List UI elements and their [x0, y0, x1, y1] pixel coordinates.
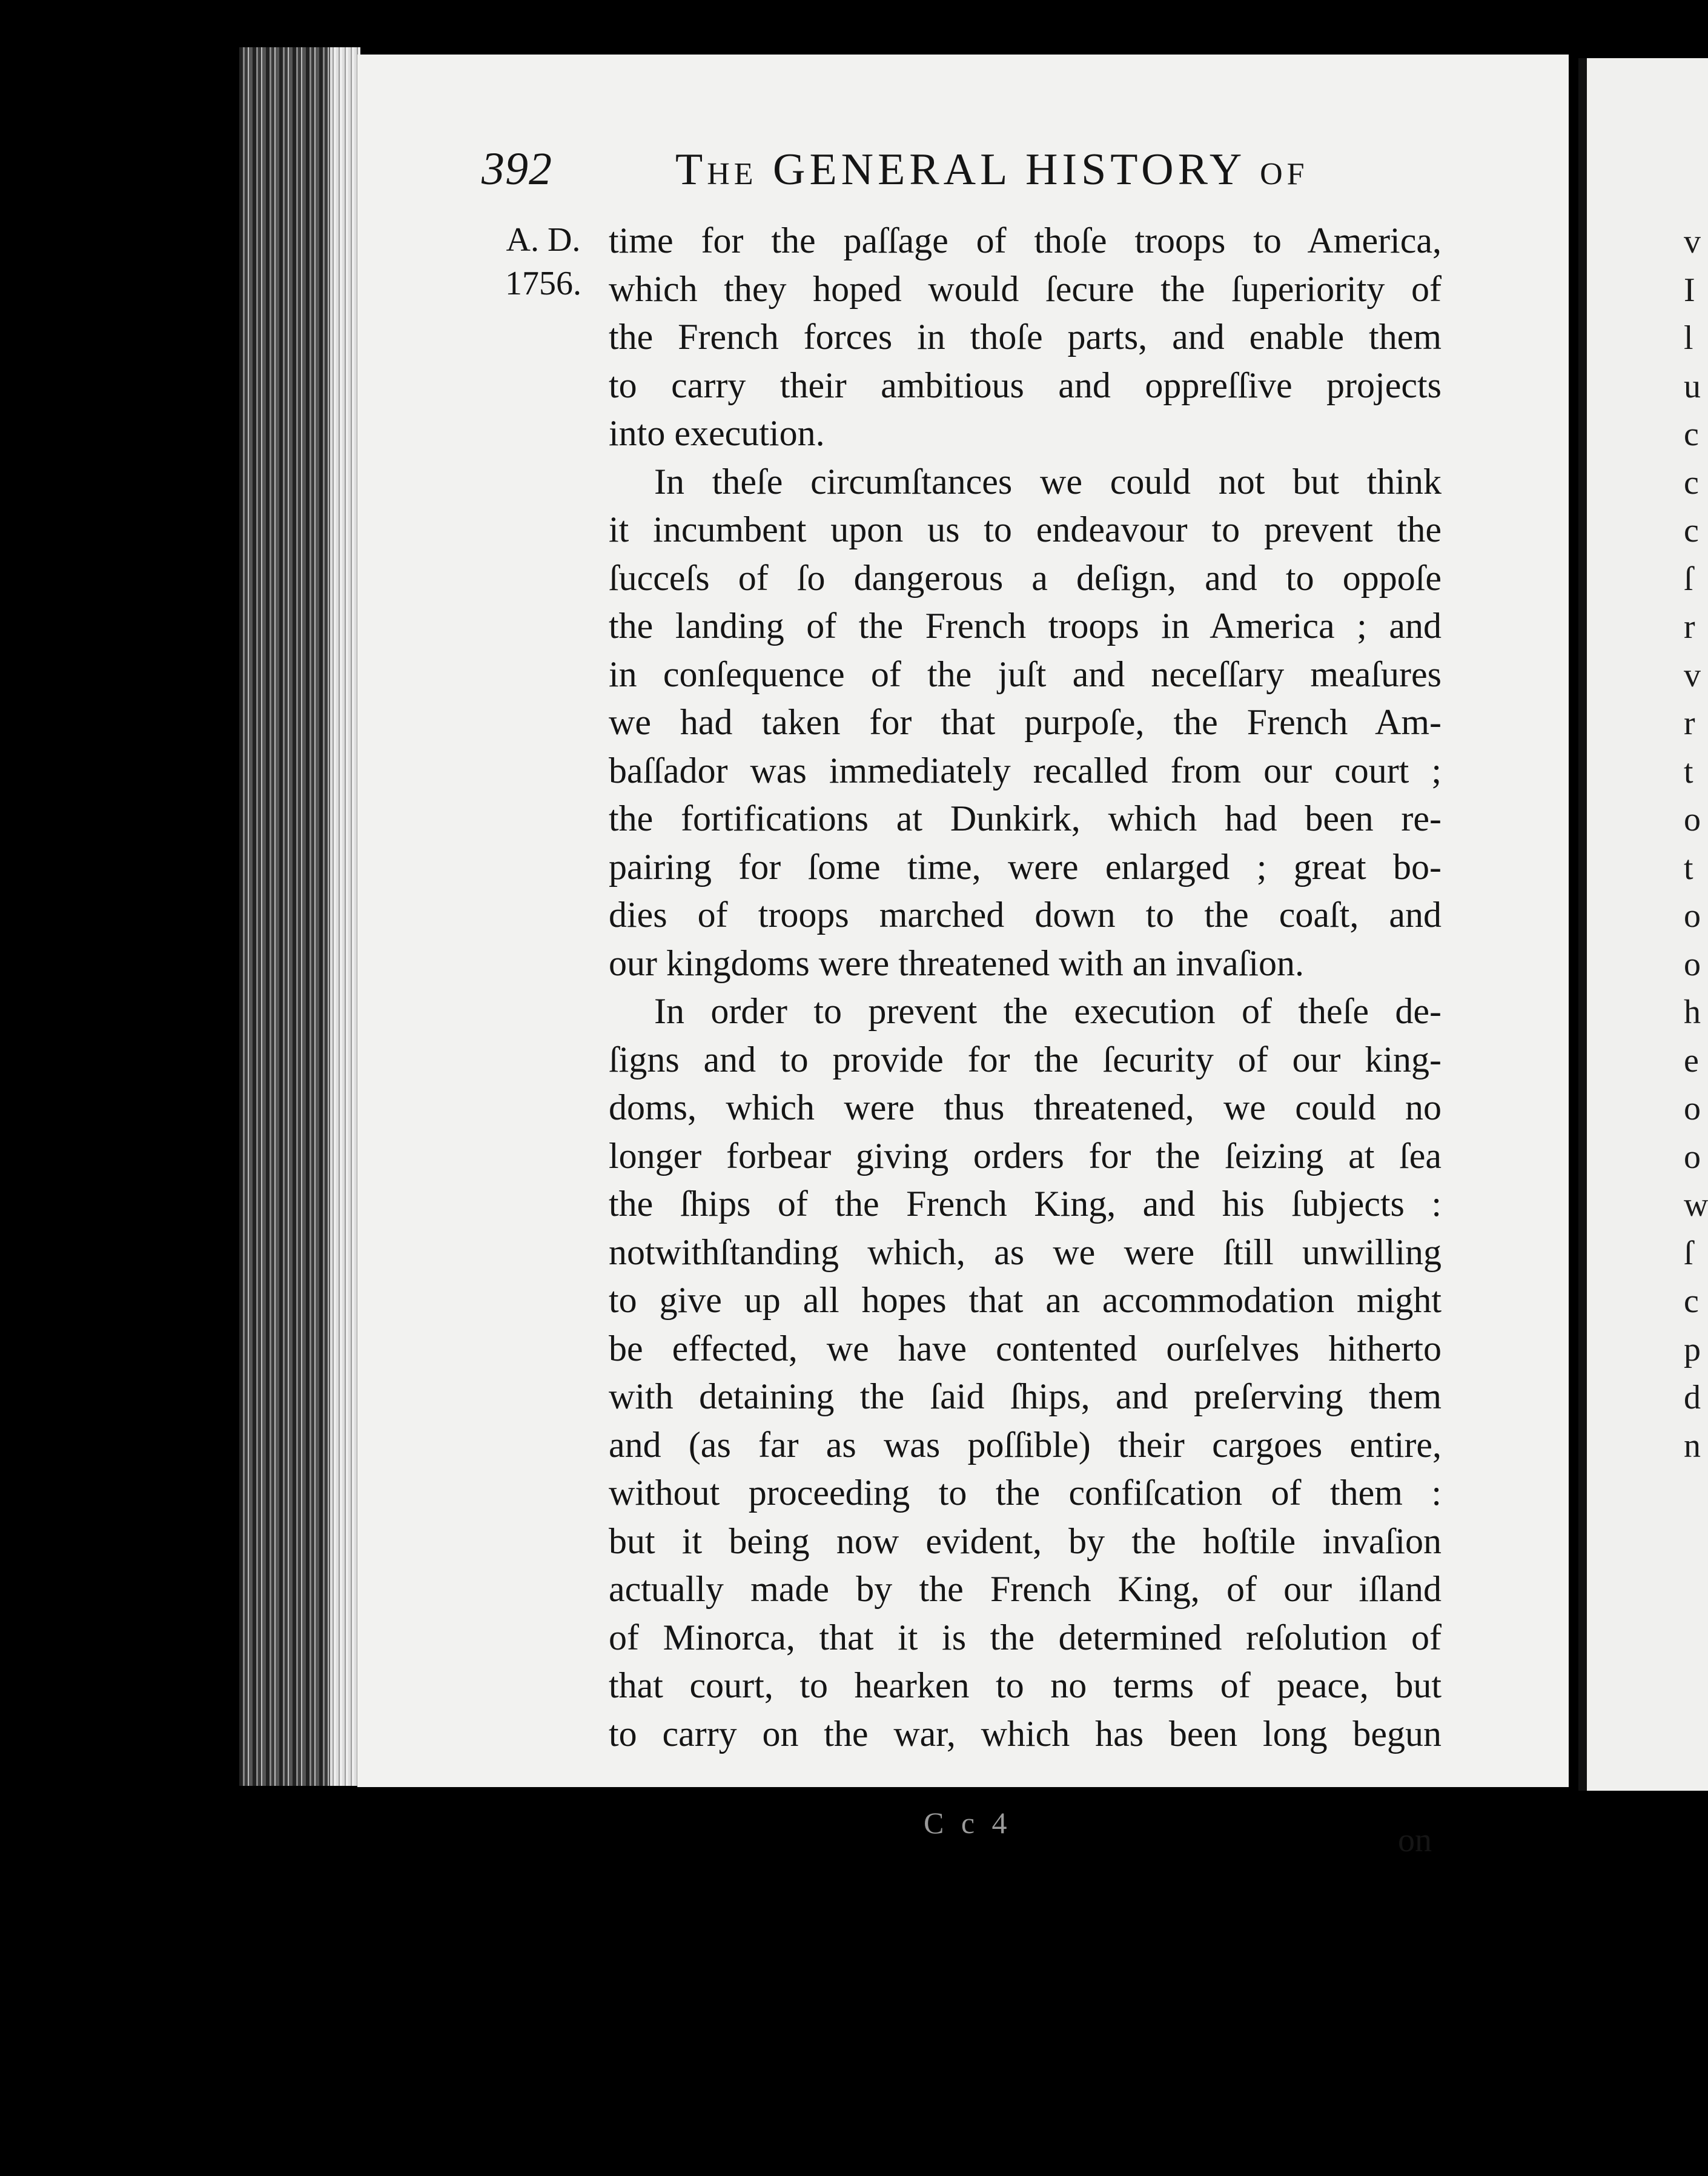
facing-letter: o: [1684, 801, 1701, 838]
text-line: we had taken for that purpoſe, the French Am-: [609, 702, 1442, 742]
facing-letter: d: [1684, 1379, 1701, 1416]
text-line: without proceeding to the confiſcation of them :: [609, 1473, 1442, 1513]
facing-letter: r: [1684, 608, 1695, 646]
paragraph-start-line: In order to prevent the execution of theſe de-: [654, 991, 1442, 1031]
signature-mark: C c 4: [924, 1806, 1012, 1840]
text-line: of Minorca, that it is the determined reſolution of: [609, 1617, 1442, 1657]
text-line: dies of troops marched down to the coaſt, and: [609, 895, 1442, 935]
facing-letter: e: [1684, 1041, 1699, 1080]
facing-letter: r: [1684, 705, 1695, 742]
text-line: actually made by the French King, of our iſland: [609, 1569, 1442, 1609]
text-line: but it being now evident, by the hoſtile invaſion: [609, 1521, 1442, 1561]
text-line: in conſequence of the juſt and neceſſary meaſures: [609, 654, 1442, 694]
page-fore-edge-light: [330, 47, 360, 1786]
facing-letter: n: [1684, 1427, 1701, 1465]
text-line: be effected, we have contented ourſelves hitherto: [609, 1328, 1442, 1368]
text-line: baſſador was immediately recalled from our court ;: [609, 750, 1442, 791]
margin-note-era: A. D.: [506, 221, 581, 259]
running-title: The GENERAL HISTORY of: [675, 145, 1309, 194]
facing-letter: c: [1684, 416, 1699, 453]
text-line: to carry on the war, which has been long begun: [609, 1713, 1442, 1754]
text-line: with detaining the ſaid ſhips, and preſerving them: [609, 1376, 1442, 1416]
text-line: and (as far as was poſſible) their cargoes entire,: [609, 1424, 1442, 1465]
facing-letter: I: [1684, 271, 1695, 309]
facing-letter: ſ: [1684, 560, 1693, 598]
page-number: 392: [482, 144, 552, 194]
text-line: to carry their ambitious and oppreſſive projects: [609, 365, 1442, 405]
facing-letter: c: [1684, 512, 1699, 549]
body-text: [609, 217, 1442, 1758]
text-line: the French forces in thoſe parts, and enable them: [609, 317, 1442, 357]
facing-letter: l: [1684, 319, 1693, 357]
text-line: ſucceſs of ſo dangerous a deſign, and to oppoſe: [609, 557, 1442, 598]
text-line: time for the paſſage of thoſe troops to America,: [609, 221, 1442, 260]
facing-page-letters: [1684, 218, 1708, 1470]
text-line: it incumbent upon us to endeavour to prevent the: [609, 509, 1442, 549]
text-line: that court, to hearken to no terms of peace, but: [609, 1665, 1442, 1705]
paragraph-start-line: In theſe circumſtances we could not but think: [654, 461, 1442, 502]
text-line: our kingdoms were threatened with an invaſion.: [609, 943, 1305, 983]
text-line: into execution.: [609, 413, 825, 453]
text-line: doms, which were thus threatened, we could no: [609, 1087, 1442, 1127]
text-line: the landing of the French troops in America ; and: [609, 606, 1442, 646]
running-head: [482, 143, 1384, 197]
text-line: which they hoped would ſecure the ſuperiority of: [609, 268, 1442, 309]
text-line: ſigns and to provide for the ſecurity of our king-: [609, 1039, 1442, 1080]
facing-letter: ſ: [1684, 1234, 1693, 1272]
text-line: the fortifications at Dunkirk, which had been re-: [609, 798, 1442, 838]
text-line: notwithſtanding which, as we were ſtill unwilling: [609, 1232, 1442, 1272]
facing-letter: o: [1684, 1090, 1701, 1127]
margin-note-year: 1756.: [505, 265, 581, 302]
facing-letter: p: [1684, 1330, 1701, 1368]
text-line: to give up all hopes that an accommodation might: [609, 1280, 1442, 1320]
text-line: pairing for ſome time, were enlarged ; great bo-: [609, 846, 1442, 887]
text-line: longer forbear giving orders for the ſeizing at ſea: [609, 1135, 1442, 1176]
facing-letter: w: [1684, 1186, 1708, 1224]
facing-letter: t: [1684, 752, 1693, 791]
text-line: the ſhips of the French King, and his ſubjects :: [609, 1184, 1442, 1224]
facing-letter: c: [1684, 463, 1699, 502]
facing-letter: o: [1684, 945, 1701, 983]
facing-letter: v: [1684, 656, 1701, 694]
facing-letter: u: [1684, 367, 1701, 405]
facing-letter: h: [1684, 993, 1701, 1031]
margin-date-note: [492, 218, 595, 305]
catchword: on: [1398, 1822, 1432, 1859]
facing-letter: o: [1684, 897, 1701, 935]
facing-letter: v: [1684, 223, 1701, 260]
facing-letter: c: [1684, 1282, 1699, 1320]
facing-letter: o: [1684, 1138, 1701, 1176]
facing-letter: t: [1684, 849, 1693, 887]
